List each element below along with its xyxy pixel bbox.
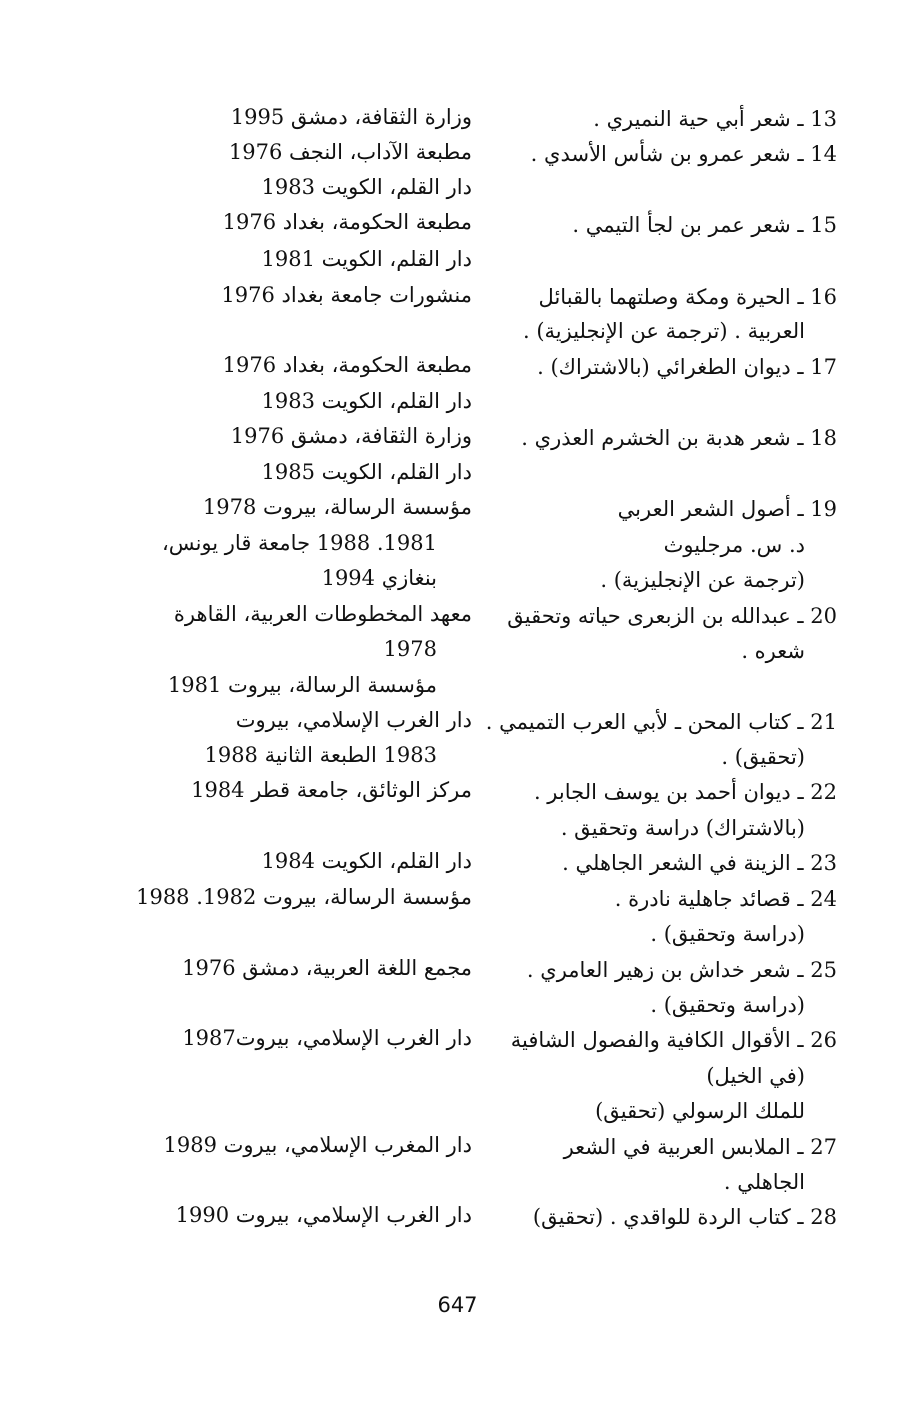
entry-25-title: 25 ـ شعر خداش بن زهير العامري . bbox=[526, 958, 837, 982]
entry-17-publisher-2: دار القلم، الكويت 1983 bbox=[261, 389, 472, 413]
entry-20-publisher-2: 1978 bbox=[383, 637, 437, 661]
entry-19-publisher: مؤسسة الرسالة، بيروت 1978 bbox=[202, 495, 472, 519]
entry-19-title: 19 ـ أصول الشعر العربي bbox=[617, 497, 837, 521]
entry-21-title-2: (تحقيق) . bbox=[721, 745, 805, 769]
entry-22-publisher: مركز الوثائق، جامعة قطر 1984 bbox=[191, 778, 472, 802]
entry-25-publisher: مجمع اللغة العربية، دمشق 1976 bbox=[182, 956, 472, 980]
entry-15-publisher: مطبعة الحكومة، بغداد 1976 bbox=[222, 210, 472, 234]
entry-19-publisher-2: 1981. 1988 جامعة قار يونس، bbox=[162, 531, 437, 555]
entry-21-title: 21 ـ كتاب المحن ـ لأبي العرب التميمي . bbox=[485, 710, 837, 734]
entry-27-publisher: دار المغرب الإسلامي، بيروت 1989 bbox=[163, 1133, 472, 1157]
entry-20-title-2: شعره . bbox=[741, 639, 805, 663]
entry-19-author: د. س. مرجليوث bbox=[663, 533, 805, 557]
entry-18-publisher-2: دار القلم، الكويت 1985 bbox=[261, 460, 472, 484]
entry-26-title-2: (في الخيل) bbox=[706, 1064, 805, 1088]
entry-24-title-2: (دراسة وتحقيق) . bbox=[650, 922, 805, 946]
entry-21-publisher-2: 1983 الطبعة الثانية 1988 bbox=[204, 743, 437, 767]
entry-14-publisher-2: دار القلم، الكويت 1983 bbox=[261, 175, 472, 199]
entry-19-note: (ترجمة عن الإنجليزية) . bbox=[600, 568, 805, 592]
entry-23-publisher: دار القلم، الكويت 1984 bbox=[261, 849, 472, 873]
page-number: 647 bbox=[437, 1293, 478, 1317]
entry-18-title: 18 ـ شعر هدبة بن الخشرم العذري . bbox=[521, 426, 837, 450]
entry-26-title-3: للملك الرسولي (تحقيق) bbox=[595, 1099, 805, 1123]
entry-27-title: 27 ـ الملابس العربية في الشعر bbox=[563, 1135, 837, 1159]
entry-17-title: 17 ـ ديوان الطغرائي (بالاشتراك) . bbox=[537, 355, 837, 379]
entry-13-publisher: وزارة الثقافة، دمشق 1995 bbox=[230, 105, 472, 129]
entry-20-title: 20 ـ عبدالله بن الزبعرى حياته وتحقيق bbox=[507, 604, 837, 628]
entry-20-publisher: معهد المخطوطات العربية، القاهرة bbox=[173, 602, 472, 626]
entry-15-publisher-2: دار القلم، الكويت 1981 bbox=[261, 247, 472, 271]
entry-26-publisher: دار الغرب الإسلامي، بيروت1987 bbox=[182, 1026, 472, 1050]
entry-16-title-2: العربية . (ترجمة عن الإنجليزية) . bbox=[522, 319, 805, 343]
entry-24-publisher: مؤسسة الرسالة، بيروت 1982. 1988 bbox=[136, 885, 472, 909]
entry-24-title: 24 ـ قصائد جاهلية نادرة . bbox=[614, 887, 837, 911]
entry-13-title: 13 ـ شعر أبي حية النميري . bbox=[593, 107, 837, 131]
entry-22-title: 22 ـ ديوان أحمد بن يوسف الجابر . bbox=[533, 780, 837, 804]
entry-21-publisher: دار الغرب الإسلامي، بيروت bbox=[235, 708, 472, 732]
entry-18-publisher: وزارة الثقافة، دمشق 1976 bbox=[230, 424, 472, 448]
entry-15-title: 15 ـ شعر عمر بن لجأ التيمي . bbox=[572, 213, 837, 237]
entry-17-publisher: مطبعة الحكومة، بغداد 1976 bbox=[222, 353, 472, 377]
entry-27-title-2: الجاهلي . bbox=[723, 1170, 805, 1194]
entry-14-title: 14 ـ شعر عمرو بن شأس الأسدي . bbox=[530, 142, 837, 166]
entry-22-title-2: (بالاشتراك) دراسة وتحقيق . bbox=[560, 816, 805, 840]
entry-16-title: 16 ـ الحيرة ومكة وصلتهما بالقبائل bbox=[538, 285, 837, 309]
entry-28-title: 28 ـ كتاب الردة للواقدي . (تحقيق) bbox=[532, 1205, 837, 1229]
entry-25-title-2: (دراسة وتحقيق) . bbox=[650, 993, 805, 1017]
entry-14-publisher: مطبعة الآداب، النجف 1976 bbox=[228, 140, 472, 164]
entry-26-title: 26 ـ الأقوال الكافية والفصول الشافية bbox=[510, 1028, 837, 1052]
entry-28-publisher: دار الغرب الإسلامي، بيروت 1990 bbox=[175, 1203, 472, 1227]
entry-16-publisher: منشورات جامعة بغداد 1976 bbox=[221, 283, 472, 307]
entry-23-title: 23 ـ الزينة في الشعر الجاهلي . bbox=[562, 851, 837, 875]
entry-19-publisher-3: بنغازي 1994 bbox=[321, 566, 437, 590]
entry-20-publisher-3: مؤسسة الرسالة، بيروت 1981 bbox=[167, 673, 437, 697]
